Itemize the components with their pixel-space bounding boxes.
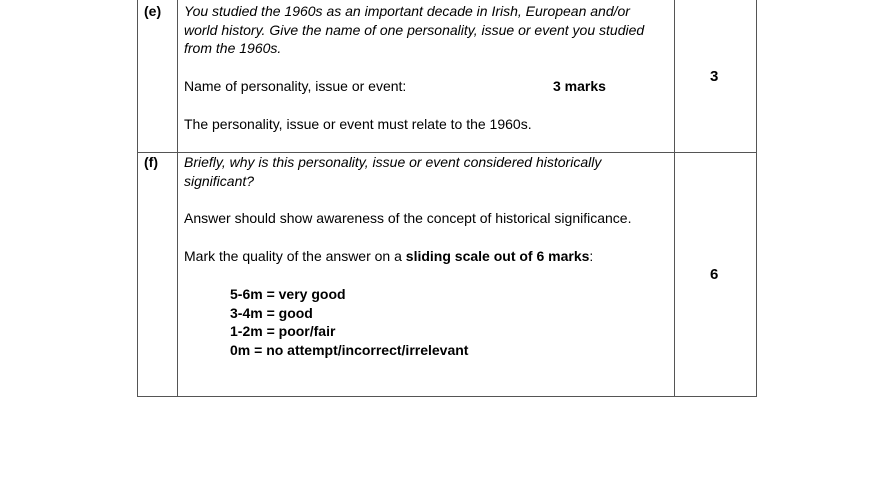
scale-bold: sliding scale out of 6 marks xyxy=(405,248,590,264)
scale-item: 3-4m = good xyxy=(230,304,313,321)
question-line: You studied the 1960s as an important decade in Irish, European and/or xyxy=(184,3,630,19)
mark-value-e: 3 xyxy=(710,68,719,85)
scale-prefix: Mark the quality of the answer on a xyxy=(184,248,406,264)
question-text-e xyxy=(184,2,644,58)
question-line: significant? xyxy=(184,172,255,189)
marking-note-f: Answer should show awareness of the concept of historical significance. xyxy=(184,210,632,226)
question-line: world history. Give the name of one personality, issue or event you studied xyxy=(184,21,645,38)
question-line: from the 1960s. xyxy=(184,40,282,57)
question-line: Briefly, why is this personality, issue or event considered historically xyxy=(184,154,602,170)
table-right-border xyxy=(756,0,757,397)
table-mark-divider xyxy=(674,0,675,397)
answer-prompt-e: Name of personality, issue or event: xyxy=(184,78,407,94)
table-bottom-border xyxy=(137,396,757,397)
table-label-divider xyxy=(177,0,178,397)
marks-label-e: 3 marks xyxy=(553,78,606,94)
marking-note-e: The personality, issue or event must relate to the 1960s. xyxy=(184,116,532,132)
mark-scale-list xyxy=(230,285,468,360)
question-label-f: (f) xyxy=(144,154,158,170)
question-text-f xyxy=(184,153,601,190)
table-left-border xyxy=(137,0,138,397)
scale-item: 5-6m = very good xyxy=(230,286,346,302)
scale-suffix: : xyxy=(589,248,594,264)
scale-item: 0m = no attempt/incorrect/irrelevant xyxy=(230,342,469,359)
scale-item: 1-2m = poor/fair xyxy=(230,323,336,340)
sliding-scale-instruction xyxy=(184,247,593,266)
mark-value-f: 6 xyxy=(710,266,719,283)
question-label-e: (e) xyxy=(144,3,162,19)
